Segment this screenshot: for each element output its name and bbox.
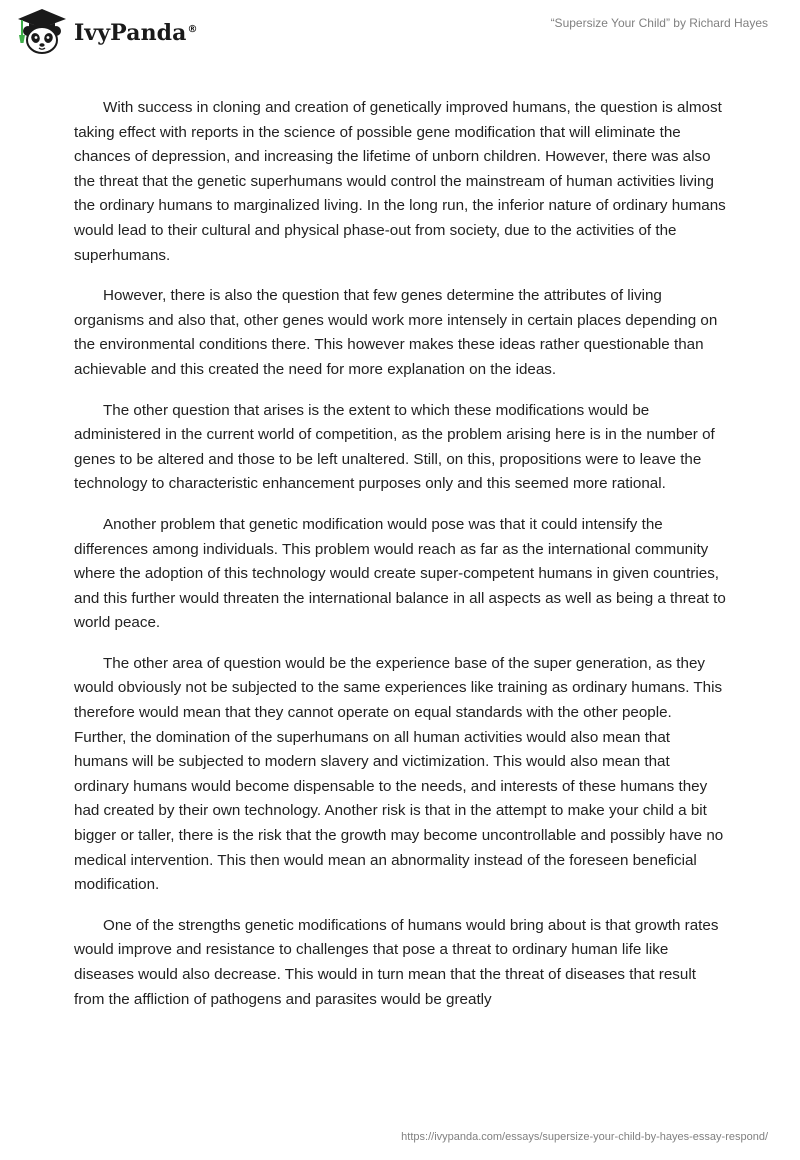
- source-url[interactable]: https://ivypanda.com/essays/supersize-your-child-by-hayes-essay-respond/: [401, 1131, 768, 1143]
- essay-body: [74, 96, 726, 1028]
- paragraph-4: Another problem that genetic modification would pose was that it could intensify the differences among individuals. This problem would reach as far as the international community where the adoption of this technology would create super-competent humans in given countries, and this further would threaten the international balance in all aspects as well as being a threat to world peace.: [74, 515, 726, 632]
- document-title: “Supersize Your Child” by Richard Hayes: [550, 16, 768, 30]
- paragraph-2: However, there is also the question that few genes determine the attributes of living organisms and also that, other genes would work more intensely in certain places depending on the environmental conditions there. This however makes these ideas rather questionable than achievable and this created the need for more explanation on the ideas.: [74, 287, 718, 378]
- paragraph-6: One of the strengths genetic modifications of humans would bring about is that growth rates would improve and resistance to challenges that pose a threat to ordinary human life like diseases would also decrease. This would in turn mean that the threat of diseases that result from the affliction of pathogens and parasites would be greatly: [74, 916, 719, 1008]
- ivypanda-logo[interactable]: [14, 7, 198, 55]
- paragraph-1: With success in cloning and creation of genetically improved humans, the question is almost taking effect with reports in the science of possible gene modification that will eliminate the chances of depression, and increasing the lifetime of unborn children. However, there was also the threat that the genetic superhumans would control the mainstream of human activities living the ordinary humans to marginalized living. In the long run, the inferior nature of ordinary humans would lead to their cultural and physical phase-out from society, due to the activities of the superhumans.: [74, 99, 726, 264]
- panda-graduation-cap-icon: [14, 7, 70, 55]
- brand-name: [74, 20, 198, 46]
- paragraph-5: The other area of question would be the experience base of the super generation, as they would obviously not be subjected to the same experiences like training as ordinary humans. This therefore would mean that they cannot operate on equal standards with the other people. Further, the domination of the superhumans on all human activities would also mean that humans will be subjected to modern slavery and victimization. This would also mean that ordinary humans would become dispensable to the needs, and interests of these humans they had created by their own technology. Another risk is that in the attempt to make your child a bit bigger or taller, there is the risk that the growth may become uncontrollable and possibly have no medical intervention. This then would mean an abnormality instead of the foreseen beneficial modification.: [74, 654, 724, 894]
- brand-label: IvyPanda: [74, 20, 187, 46]
- paragraph-3: The other question that arises is the extent to which these modifications would be administered in the current world of competition, as the problem arising here is in the number of genes to be altered and those to be left unaltered. Still, on this, propositions were to leave the technology to characteristic enhancement purposes only and this seemed more rational.: [74, 401, 715, 493]
- page-header: [0, 0, 800, 64]
- registered-mark: ®: [187, 23, 198, 35]
